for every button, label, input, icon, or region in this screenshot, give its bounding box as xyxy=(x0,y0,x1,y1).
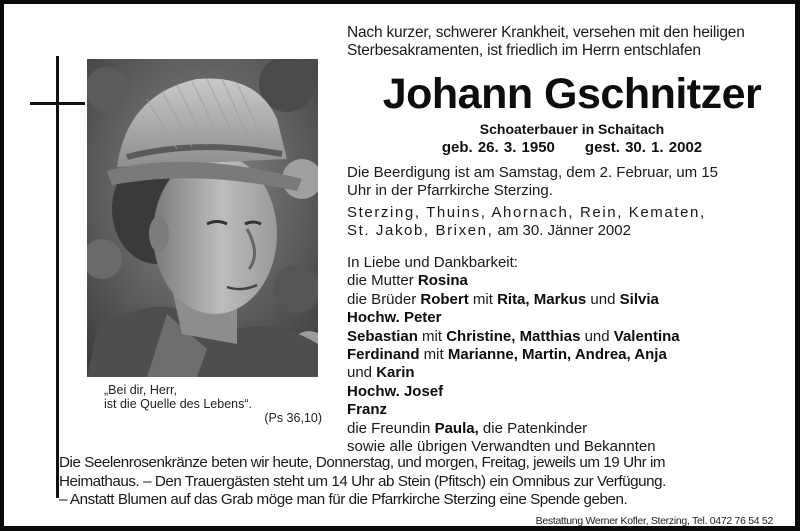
mourner-name: Silvia xyxy=(619,290,659,308)
cross-icon-vertical xyxy=(56,56,59,498)
mourner-name: Paula, xyxy=(434,419,479,437)
mourners-heading: In Liebe und Dankbarkeit: xyxy=(347,254,518,271)
mourner-name: Rosina xyxy=(417,272,468,290)
mourner-name: Rita, Markus xyxy=(497,290,587,308)
mourner-name: Robert xyxy=(420,290,469,308)
mourner-text: die Freundin xyxy=(347,419,435,437)
portrait-photo xyxy=(87,59,318,377)
mourner-line xyxy=(347,309,800,327)
notice-date: am 30. Jänner 2002 xyxy=(493,222,631,239)
mourner-name: Karin xyxy=(376,364,415,382)
places-line-1: Sterzing, Thuins, Ahornach, Rein, Kematen, xyxy=(347,204,706,221)
mourner-text: sowie alle übrigen Verwandten und Bekannten xyxy=(347,438,656,456)
death-date: gest. 30. 1. 2002 xyxy=(584,139,703,156)
footer-line-1: Die Seelenrosenkränze beten wir heute, Donnerstag, und morgen, Freitag, jeweils um 19 Uhr im xyxy=(59,454,666,471)
mourner-text: mit xyxy=(417,327,447,345)
mourner-line xyxy=(347,346,800,364)
quote-reference: (Ps 36,10) xyxy=(264,411,322,425)
funeral-line-1: Die Beerdigung ist am Samstag, dem 2. Februar, um 15 xyxy=(347,164,719,181)
mourner-text: und xyxy=(580,327,614,345)
footer-line-2: Heimathaus. – Den Trauergästen steht um 14 Uhr ab Stein (Pfitsch) ein Omnibus zur Verfügung. xyxy=(59,472,666,490)
mourner-name: Franz xyxy=(347,401,388,419)
portrait-man-with-hat-icon xyxy=(87,59,318,377)
funeral-info xyxy=(347,164,800,200)
life-dates xyxy=(347,138,797,158)
mourner-name: Marianne, Martin, Andrea, Anja xyxy=(447,346,667,364)
intro-text xyxy=(347,24,797,60)
cross-icon-horizontal xyxy=(30,102,85,105)
rosary-and-donation-info xyxy=(59,454,794,510)
mourner-line xyxy=(347,401,800,419)
birth-date: geb. 26. 3. 1950 xyxy=(441,139,555,156)
mourner-text: die Brüder xyxy=(347,290,421,308)
mourner-line xyxy=(347,272,800,290)
mourner-line xyxy=(347,383,800,401)
mourner-name: Hochw. Peter xyxy=(347,309,442,327)
intro-line-2: Sterbesakramenten, ist friedlich im Herrn entschlafen xyxy=(347,42,701,59)
mourner-name: Hochw. Josef xyxy=(347,382,444,400)
mourner-name: Christine, Matthias xyxy=(446,327,581,345)
funeral-line-2: Uhr in der Pfarrkirche Sterzing. xyxy=(347,182,553,199)
places-line-2: St. Jakob, Brixen, xyxy=(347,222,494,239)
mourner-line xyxy=(347,364,800,382)
mourner-line xyxy=(347,420,800,438)
mourner-text: und xyxy=(586,290,620,308)
mourner-name: Valentina xyxy=(613,327,680,345)
mourner-name: Sebastian xyxy=(347,327,418,345)
funeral-home-credit: Bestattung Werner Kofler, Sterzing, Tel. 0472 76 54 52 xyxy=(535,515,773,527)
quote-line-1: „Bei dir, Herr, xyxy=(104,383,177,397)
footer-line-3: – Anstatt Blumen auf das Grab möge man für die Pfarrkirche Sterzing eine Spende geben. xyxy=(59,491,628,508)
mourner-text: und xyxy=(347,364,377,382)
deceased-name: Johann Gschnitzer xyxy=(382,70,762,118)
mourner-text: die Patenkinder xyxy=(478,419,588,437)
mourner-line xyxy=(347,328,800,346)
mourners-list xyxy=(347,254,800,456)
intro-line-1: Nach kurzer, schwerer Krankheit, versehen mit den heiligen xyxy=(347,24,745,41)
bible-quote xyxy=(104,383,322,425)
mourner-line xyxy=(347,291,800,309)
places-and-date xyxy=(347,204,800,240)
quote-line-2: ist die Quelle des Lebens“. xyxy=(104,397,253,411)
mourner-text: mit xyxy=(419,346,448,364)
mourner-text: mit xyxy=(468,290,498,308)
mourner-name: Ferdinand xyxy=(347,346,420,364)
mourner-text: die Mutter xyxy=(347,272,418,290)
deceased-title: Schoaterbauer in Schaitach xyxy=(479,121,665,137)
